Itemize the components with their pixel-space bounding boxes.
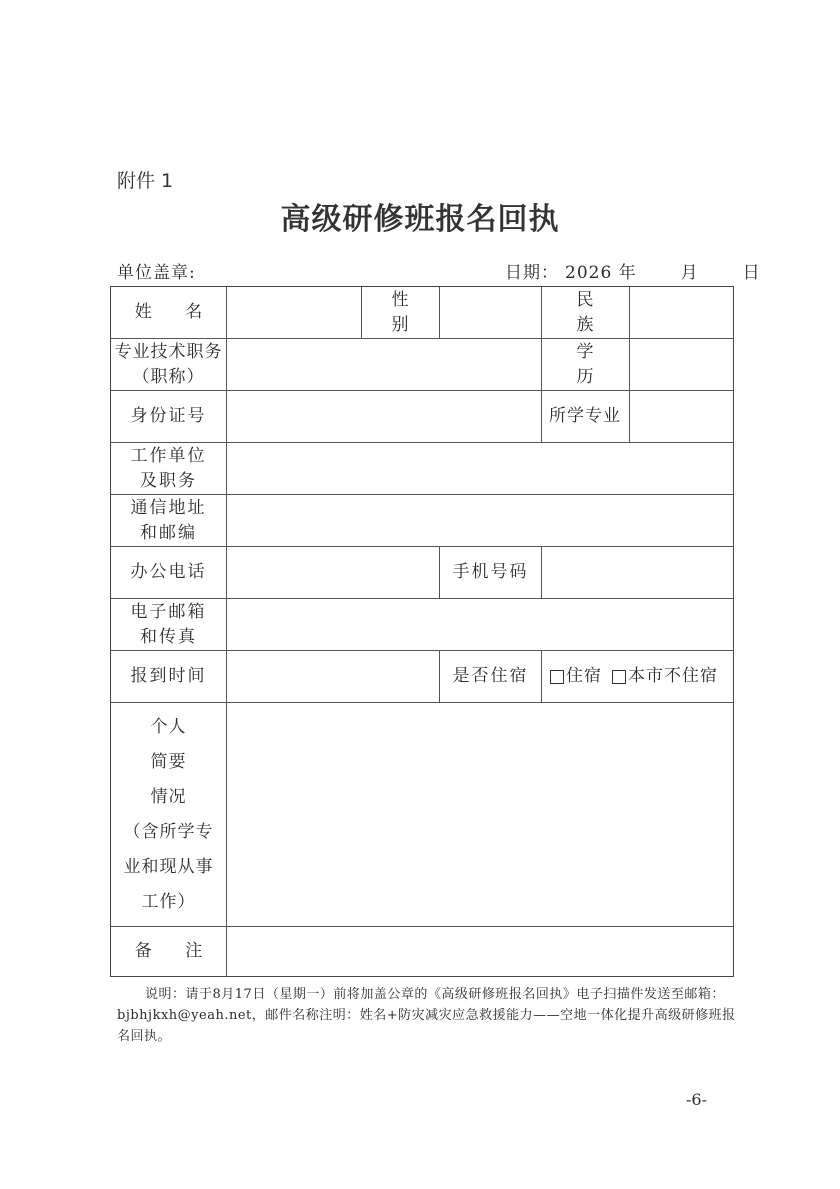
name-field[interactable]	[227, 287, 361, 338]
resume-field[interactable]	[227, 703, 733, 926]
ethnicity-label: 民 族	[576, 289, 608, 335]
resume-label-line: 业和现从事	[123, 856, 214, 877]
attachment-label: 附件 1	[117, 170, 174, 192]
stay-checkbox[interactable]	[550, 670, 564, 684]
mobile-label: 手机号码	[452, 562, 529, 582]
email-sublabel: 和传真	[140, 626, 197, 647]
stay-option[interactable]	[550, 664, 602, 689]
instructions-note: 说明：请于8月17日（星期一）前将加盖公章的《高级研修班报名回执》电子扫描件发送至邮箱：bjbhjkxh@yeah.net，邮件名称注明：姓名+防灾减灾应急救援能力——空地一体化提升高级研修班报名回执。	[117, 987, 736, 1044]
date-day: 日	[742, 263, 761, 283]
id-number-field[interactable]	[227, 391, 541, 442]
resume-label-line: （含所学专	[123, 821, 214, 842]
gender-field[interactable]	[440, 287, 541, 338]
arrival-time-label: 报到时间	[130, 666, 207, 686]
office-phone-field[interactable]	[227, 547, 439, 598]
remarks-label: 备 注	[134, 941, 217, 961]
form-title: 高级研修班报名回执	[280, 202, 560, 237]
education-label: 学 历	[576, 341, 608, 387]
stay-option-label: 住宿	[566, 666, 602, 686]
email-fax-field[interactable]	[227, 599, 733, 650]
address-label: 通信地址	[130, 497, 207, 518]
unit-seal-label: 单位盖章:	[117, 263, 196, 283]
registration-form-table	[110, 286, 734, 977]
email-label: 电子邮箱	[130, 601, 207, 622]
no-stay-option-label: 本市不住宿	[628, 666, 718, 686]
resume-label-line: 情况	[150, 786, 187, 807]
date-year: 2026 年	[565, 263, 637, 283]
address-sublabel: 和邮编	[140, 522, 197, 543]
date-month: 月	[680, 263, 699, 283]
education-field[interactable]	[630, 339, 733, 390]
date-line	[505, 258, 761, 283]
date-label: 日期：	[505, 263, 559, 283]
professional-title-field[interactable]	[227, 339, 541, 390]
arrival-time-field[interactable]	[227, 651, 439, 702]
mobile-field[interactable]	[542, 547, 733, 598]
resume-label-line: 个人	[150, 716, 187, 737]
lodging-label: 是否住宿	[452, 666, 529, 686]
id-number-label: 身份证号	[130, 406, 207, 426]
resume-label-line: 简要	[150, 751, 187, 772]
resume-label-line: 工作）	[141, 891, 196, 912]
work-unit-label: 工作单位	[130, 445, 207, 466]
major-label: 所学专业	[549, 406, 621, 426]
address-field[interactable]	[227, 495, 733, 546]
office-phone-label: 办公电话	[130, 562, 207, 582]
ethnicity-field[interactable]	[630, 287, 733, 338]
name-label: 姓 名	[134, 302, 217, 322]
gender-label: 性 别	[391, 289, 423, 335]
professional-title-label: 专业技术职务	[114, 341, 223, 362]
no-stay-option[interactable]	[612, 664, 718, 689]
no-stay-checkbox[interactable]	[612, 670, 626, 684]
major-field[interactable]	[630, 391, 733, 442]
work-unit-sublabel: 及职务	[140, 470, 197, 491]
work-unit-field[interactable]	[227, 443, 733, 494]
page-number: -6-	[686, 1090, 707, 1109]
remarks-field[interactable]	[227, 927, 733, 976]
professional-title-sublabel: （职称）	[132, 366, 205, 387]
